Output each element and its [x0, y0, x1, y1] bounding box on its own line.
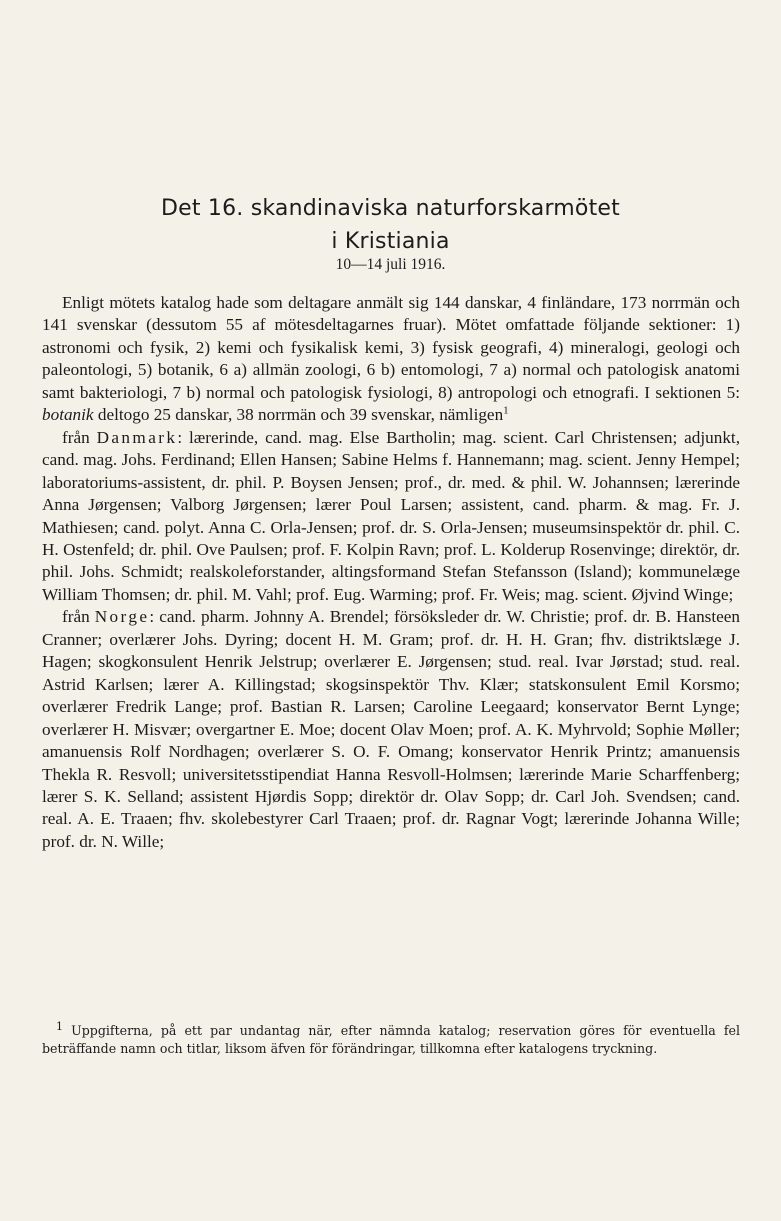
- article-body: [42, 292, 740, 853]
- footnote-text: Uppgifterna, på ett par undantag när, efter nämnda katalog; reservation göres för eventuella fel beträffande namn och titlar, liksom äfven för förändringar, tillkomna efter katalogens tryckning.: [42, 1023, 740, 1056]
- footnote-paragraph: [42, 1019, 740, 1057]
- title-line-1: Det 16. skandinaviska naturforskarmötet: [161, 196, 620, 221]
- botanik-term: botanik: [42, 405, 94, 425]
- footnote-ref: 1: [503, 404, 509, 417]
- title-line-2: i Kristiania: [331, 229, 450, 254]
- intro-text: Enligt mötets katalog hade som deltagare anmält sig 144 danskar, 4 finländare, 173 norrmän och 141 svenskar (dessutom 55 af mötesdeltagarnes fruar). Mötet omfattade följande sektioner: 1) astronomi och fysik, 2) kemi och fysikalisk kemi, 3) fysisk geografi, 4) mineralogi, geologi och paleontologi, 5) botanik, 6 a) allmän zoologi, 6 b) entomologi, 7 a) normal och patologisk anatomi samt bakteriologi, 7 b) normal och patologisk fysiologi, 8) antropologi och etnografi. I sektionen 5:: [42, 293, 740, 402]
- footnote: [42, 1019, 740, 1057]
- intro-paragraph: [42, 292, 740, 427]
- page-title: [0, 192, 781, 258]
- norway-from: från: [62, 607, 90, 627]
- norway-country: Norge: [94, 607, 150, 627]
- intro-text-2: deltogo 25 danskar, 38 norrmän och 39 svenskar, nämligen: [97, 405, 504, 425]
- denmark-country: Danmark: [96, 427, 178, 447]
- denmark-list: : lærerinde, cand. mag. Else Bartholin; mag. scient. Carl Christensen; adjunkt, cand. mag. Johs. Ferdinand; Ellen Hansen; Sabine Helms f. Hannemann; mag. scient. Jenny Hempel; laboratoriums-assistent, dr. phil. P. Boysen Jensen; prof., dr. med. & phil. W. Johannsen; lærerinde Anna Jørgensen; Valborg Jørgensen; lærer Poul Larsen; assistent, cand. pharm. & mag. Fr. J. Mathiesen; cand. polyt. Anna C. Orla-Jensen; prof. dr. S. Orla-Jensen; museumsinspektör dr. phil. C. H. Ostenfeld; dr. phil. Ove Paulsen; prof. F. Kolpin Ravn; prof. L. Kolderup Rosenvinge; direktör, dr. phil. Johs. Schmidt; realskoleforstander, altingsformand Stefan Stefansson (Island); kommunelæge William Thomsen; dr. phil. M. Vahl; prof. Eug. Warming; prof. Fr. Weis; mag. scient. Øjvind Winge;: [42, 427, 741, 604]
- denmark-paragraph: [42, 427, 740, 607]
- denmark-from: från: [62, 427, 90, 447]
- norway-list: : cand. pharm. Johnny A. Brendel; försöksleder dr. W. Christie; prof. dr. B. Hansteen Cranner; overlærer Johs. Dyring; docent H. M. Gram; prof. dr. H. H. Gran; fhv. distriktslæge J. Hagen; skogkonsulent Henrik Jelstrup; overlærer E. Jørgensen; stud. real. Ivar Jørstad; stud. real. Astrid Karlsen; lærer A. Killingstad; skogsinspektör Thv. Klær; statskonsulent Emil Korsmo; overlærer Fredrik Lange; prof. Bastian R. Larsen; Caroline Leegaard; konservator Bernt Lynge; overlærer H. Misvær; overgartner E. Moe; docent Olav Moen; prof. A. K. Myhrvold; Sophie Møller; amanuensis Rolf Nordhagen; overlærer S. O. F. Omang; konservator Henrik Printz; amanuensis Thekla R. Resvoll; universitetsstipendiat Hanna Resvoll-Holmsen; lærerinde Marie Scharffenberg; lærer S. K. Selland; assistent Hjørdis Sopp; direktör dr. Olav Sopp; dr. Carl Joh. Svendsen; cand. real. A. E. Traaen; fhv. skolebestyrer Carl Traaen; prof. dr. Ragnar Vogt; lærerinde Johanna Wille; prof. dr. N. Wille;: [42, 607, 740, 851]
- norway-paragraph: [42, 606, 740, 853]
- meeting-date: 10—14 juli 1916.: [335, 256, 446, 273]
- footnote-mark: 1: [56, 1019, 63, 1033]
